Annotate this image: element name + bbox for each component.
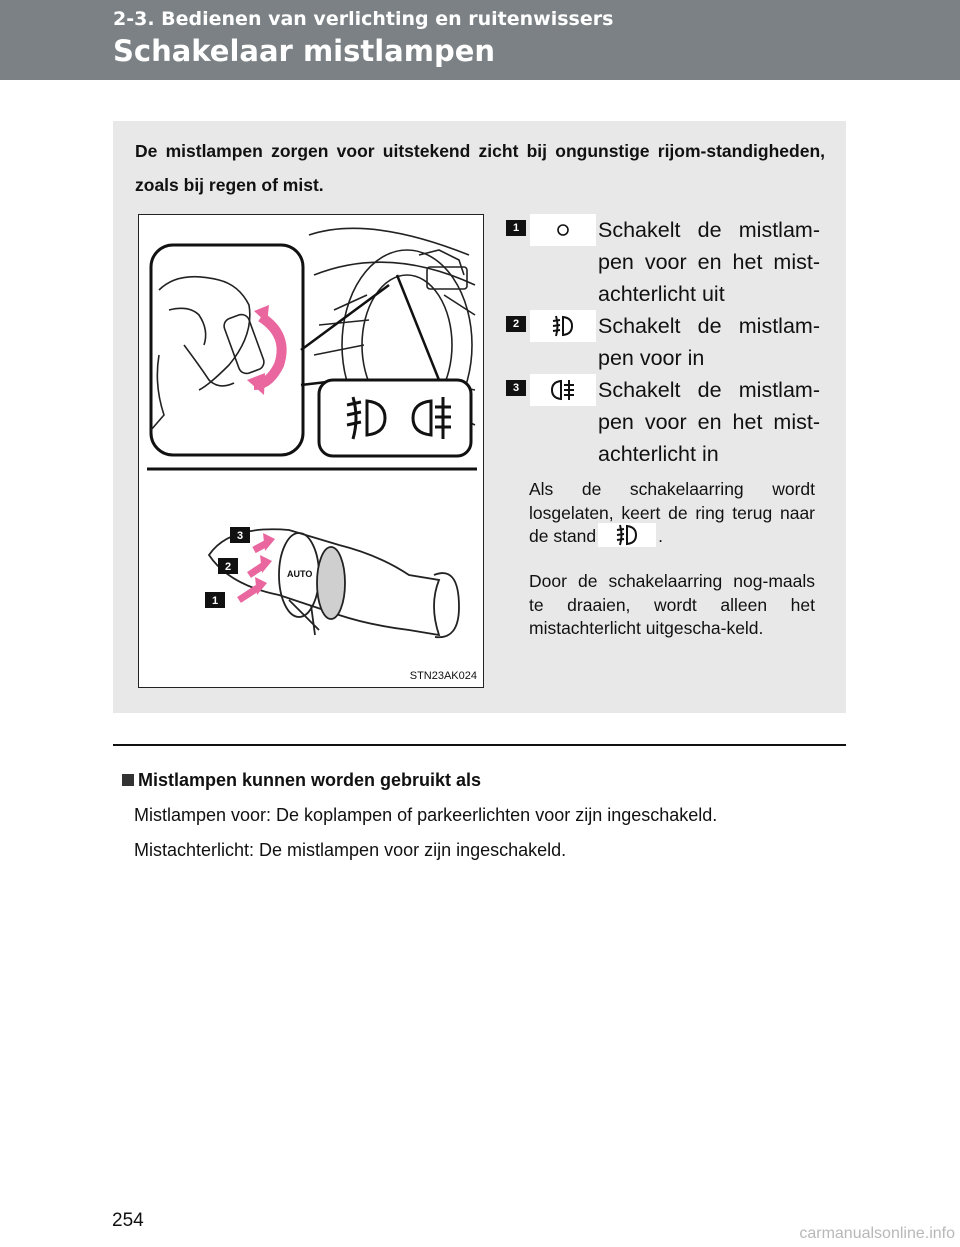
item-number: 2 xyxy=(506,316,526,332)
front-fog-lamp-icon xyxy=(530,310,596,342)
item-text: Schakelt de mistlam-pen voor en het mist-achterlicht in xyxy=(598,378,820,466)
note-release xyxy=(529,478,815,549)
intro-text: De mistlampen zorgen voor uitstekend zicht bij ongunstige rijom-standigheden, zoals bij regen of mist. xyxy=(135,141,825,195)
item-number: 1 xyxy=(506,220,526,236)
fog-switch-illustration xyxy=(138,214,484,688)
subsection-heading xyxy=(122,770,481,791)
callout-3: 3 xyxy=(236,530,244,542)
page-number: 254 xyxy=(112,1210,144,1231)
note-turn-again: Door de schakelaarring nog-maals te draaien, wordt alleen het mistachterlicht uitgescha-keld. xyxy=(529,571,815,638)
note-release-end: . xyxy=(658,526,664,546)
subsection-heading-text: Mistlampen kunnen worden gebruikt als xyxy=(138,770,482,790)
page-title: Schakelaar mistlampen xyxy=(113,34,496,68)
bullet-square-icon xyxy=(122,774,134,786)
divider xyxy=(113,744,846,746)
callout-1: 1 xyxy=(211,595,219,607)
off-circle-icon xyxy=(530,214,596,246)
item-text: Schakelt de mistlam-pen voor en het mist-achterlicht uit xyxy=(598,218,820,306)
front-fog-lamp-icon xyxy=(598,523,656,547)
callout-2: 2 xyxy=(224,561,232,573)
note-release-text: Als de schakelaarring wordt losgelaten, keert de ring terug naar de stand xyxy=(529,479,815,546)
body-line-rear: Mistachterlicht: De mistlampen voor zijn ingeschakeld. xyxy=(134,840,567,860)
rear-fog-lamp-icon xyxy=(530,374,596,406)
body-line-front: Mistlampen voor: De koplampen of parkeerlichten voor zijn ingeschakeld. xyxy=(134,805,718,825)
watermark: carmanualsonline.info xyxy=(799,1225,955,1242)
auto-label: AUTO xyxy=(287,569,313,579)
figure-code: STN23AK024 xyxy=(409,670,477,682)
item-text: Schakelt de mistlam-pen voor in xyxy=(598,314,820,370)
section-title: 2-3. Bedienen van verlichting en ruitenwissers xyxy=(113,8,614,30)
item-number: 3 xyxy=(506,380,526,396)
page-header xyxy=(0,0,960,80)
